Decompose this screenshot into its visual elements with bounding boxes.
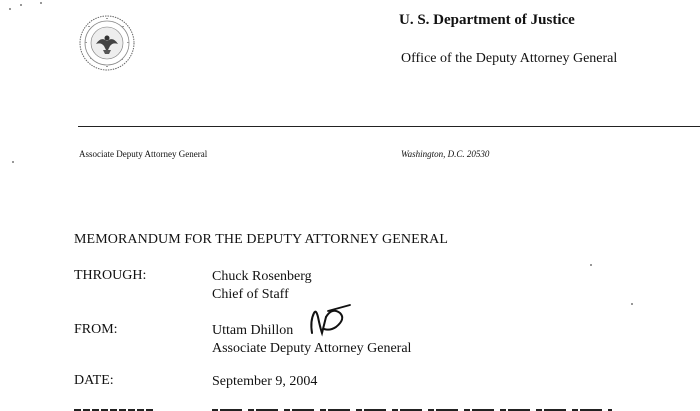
scan-speck [631,303,633,305]
handwritten-initials [306,303,352,339]
through-title: Chief of Staff [212,287,289,302]
scan-speck [590,264,592,266]
office-name: Office of the Deputy Attorney General [401,51,618,66]
from-label: FROM: [74,322,118,337]
department-name: U. S. Department of Justice [399,12,575,28]
cut-off-subject-line [74,404,154,411]
date-value: September 9, 2004 [212,374,318,389]
location-line: Washington, D.C. 20530 [401,149,490,159]
through-name: Chuck Rosenberg [212,269,312,284]
memo-title: MEMORANDUM FOR THE DEPUTY ATTORNEY GENERAL [74,232,449,247]
header-divider [78,126,700,127]
date-label: DATE: [74,373,114,388]
sender-office-line: Associate Deputy Attorney General [79,149,208,159]
scan-speck [12,161,14,163]
through-label: THROUGH: [74,268,147,283]
doj-seal-icon [78,14,136,72]
cut-off-subject-text [212,404,612,411]
scan-speck [40,2,42,4]
scan-speck [9,8,11,10]
from-title: Associate Deputy Attorney General [212,341,412,356]
scan-speck [20,4,22,6]
from-name: Uttam Dhillon [212,323,294,338]
